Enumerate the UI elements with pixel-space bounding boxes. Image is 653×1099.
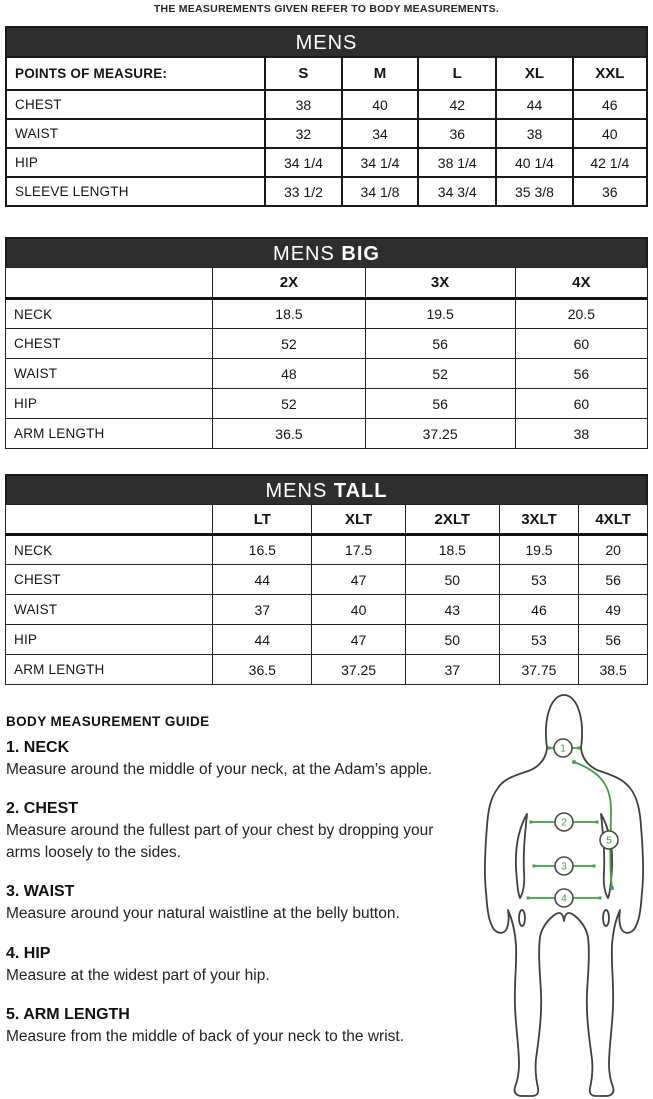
points-of-measure-header	[6, 268, 213, 299]
measure-value: 52	[213, 389, 365, 419]
measure-value: 17.5	[312, 535, 406, 565]
measure-label: HIP	[6, 148, 265, 177]
marker-number-5: 5	[606, 835, 612, 847]
measure-row	[6, 299, 648, 329]
right-hand-slit	[603, 910, 609, 926]
measure-value: 36	[573, 177, 647, 206]
measure-value: 37	[405, 655, 499, 685]
marker-number-1: 1	[560, 743, 566, 755]
measure-row	[6, 625, 648, 655]
measure-endpoint	[530, 821, 533, 824]
measure-label: NECK	[6, 535, 213, 565]
measure-endpoint	[548, 747, 551, 750]
title-regular: MENS	[295, 32, 358, 54]
measure-value: 34 1/4	[342, 148, 418, 177]
measure-row	[6, 389, 648, 419]
measure-value: 44	[213, 625, 312, 655]
measure-value: 38.5	[579, 655, 648, 685]
size-column-header: LT	[213, 505, 312, 535]
measure-row	[6, 119, 647, 148]
measure-label: ARM LENGTH	[6, 419, 213, 449]
guide-text: Measure around your natural waistline at the belly button.	[6, 905, 400, 923]
title-bold: TALL	[333, 480, 388, 502]
body-figure-illustration	[443, 688, 653, 1099]
measure-value: 18.5	[213, 299, 365, 329]
measure-value: 38	[515, 419, 647, 449]
mens-tall-size-table-block	[5, 474, 648, 685]
guide-heading: 5. ARM LENGTH	[6, 1005, 130, 1023]
measure-row	[6, 177, 647, 206]
guide-item-waist	[6, 883, 456, 924]
measure-value: 20.5	[515, 299, 647, 329]
measure-endpoint	[527, 897, 530, 900]
measure-endpoint	[572, 760, 576, 764]
marker-number-4: 4	[561, 893, 567, 905]
guide-item-hip	[6, 945, 456, 986]
measure-row	[6, 90, 647, 119]
measure-value: 33 1/2	[265, 177, 342, 206]
guide-heading: 2. CHEST	[6, 800, 79, 818]
points-of-measure-header	[6, 505, 213, 535]
size-column-header: 2XLT	[405, 505, 499, 535]
measure-label: CHEST	[6, 565, 213, 595]
measure-value: 34 3/4	[418, 177, 496, 206]
measure-row	[6, 419, 648, 449]
measure-value: 50	[405, 625, 499, 655]
measure-label: CHEST	[6, 90, 265, 119]
measure-row	[6, 329, 648, 359]
measure-value: 34 1/8	[342, 177, 418, 206]
measure-value: 36	[418, 119, 496, 148]
size-column-header: 2X	[213, 268, 365, 299]
left-arm-torso-gap	[516, 814, 527, 898]
measure-value: 60	[515, 389, 647, 419]
measure-value: 19.5	[499, 535, 579, 565]
size-column-header: M	[342, 57, 418, 90]
measure-value: 42 1/4	[573, 148, 647, 177]
size-column-header: L	[418, 57, 496, 90]
measure-endpoint	[578, 747, 581, 750]
measure-row	[6, 148, 647, 177]
measure-value: 56	[365, 389, 515, 419]
guide-title: BODY MEASUREMENT GUIDE	[6, 714, 210, 729]
body-measurement-guide	[6, 714, 456, 1067]
size-column-header: XXL	[573, 57, 647, 90]
measure-endpoint	[593, 865, 596, 868]
size-column-header: XL	[496, 57, 572, 90]
size-header-row	[6, 57, 647, 90]
measure-value: 60	[515, 329, 647, 359]
measure-endpoint	[610, 886, 614, 890]
measure-value: 56	[515, 359, 647, 389]
measure-endpoint	[596, 821, 599, 824]
top-note: THE MEASUREMENTS GIVEN REFER TO BODY MEASUREMENTS.	[153, 3, 500, 15]
measure-value: 37	[213, 595, 312, 625]
measure-value: 40	[312, 595, 406, 625]
measure-value: 18.5	[405, 535, 499, 565]
measure-row	[6, 535, 648, 565]
measure-value: 53	[499, 625, 579, 655]
measure-value: 53	[499, 565, 579, 595]
mens-big-size-table-block	[5, 237, 648, 449]
measure-value: 43	[405, 595, 499, 625]
mens-big-table-title	[5, 237, 648, 267]
mens-table-title	[5, 26, 648, 56]
mens-tall-table-title	[5, 474, 648, 504]
measure-value: 40	[573, 119, 647, 148]
size-column-header: 4X	[515, 268, 647, 299]
measure-value: 48	[213, 359, 365, 389]
measure-value: 34	[342, 119, 418, 148]
measure-value: 35 3/8	[496, 177, 572, 206]
guide-heading: 1. NECK	[6, 739, 70, 756]
measure-value: 56	[365, 329, 515, 359]
measure-value: 52	[365, 359, 515, 389]
measure-value: 42	[418, 90, 496, 119]
measure-endpoint	[599, 897, 602, 900]
measure-value: 37.75	[499, 655, 579, 685]
measure-value: 16.5	[213, 535, 312, 565]
measure-value: 37.25	[365, 419, 515, 449]
measure-value: 47	[312, 625, 406, 655]
measure-value: 52	[213, 329, 365, 359]
measure-label: WAIST	[6, 595, 213, 625]
measure-label: SLEEVE LENGTH	[6, 177, 265, 206]
guide-item-chest	[6, 800, 456, 863]
measure-value: 38	[496, 119, 572, 148]
guide-text: Measure from the middle of back of your neck to the wrist.	[6, 1027, 405, 1045]
measure-label: WAIST	[6, 119, 265, 148]
guide-item-arm-length	[6, 1006, 456, 1047]
size-header-row	[6, 268, 648, 299]
measure-label: NECK	[6, 299, 213, 329]
measure-value: 37.25	[312, 655, 406, 685]
measure-value: 49	[579, 595, 648, 625]
mens-big-size-table	[5, 267, 648, 449]
measure-value: 56	[579, 565, 648, 595]
measure-value: 36.5	[213, 419, 365, 449]
guide-text: Measure around the middle of your neck, at the Adam’s apple.	[6, 761, 433, 778]
measure-row	[6, 655, 648, 685]
measure-value: 47	[312, 565, 406, 595]
measure-label: CHEST	[6, 329, 213, 359]
size-column-header: XLT	[312, 505, 406, 535]
measure-label: HIP	[6, 389, 213, 419]
title-regular: MENS	[273, 243, 342, 265]
mens-size-table-block	[5, 26, 648, 207]
measure-value: 38 1/4	[418, 148, 496, 177]
measure-value: 34 1/4	[265, 148, 342, 177]
measure-value: 56	[579, 625, 648, 655]
left-hand-slit	[519, 910, 525, 926]
measure-label: ARM LENGTH	[6, 655, 213, 685]
measure-label: HIP	[6, 625, 213, 655]
guide-text: Measure at the widest part of your hip.	[6, 966, 270, 984]
guide-item-neck	[6, 739, 456, 780]
size-column-header: 3X	[365, 268, 515, 299]
mens-tall-size-table	[5, 504, 648, 685]
measure-row	[6, 595, 648, 625]
points-of-measure-header: POINTS OF MEASURE:	[6, 57, 265, 90]
size-column-header: 4XLT	[579, 505, 648, 535]
measure-label: WAIST	[6, 359, 213, 389]
measure-value: 36.5	[213, 655, 312, 685]
measure-value: 44	[213, 565, 312, 595]
guide-heading: 4. HIP	[6, 944, 51, 962]
measure-value: 32	[265, 119, 342, 148]
measure-value: 20	[579, 535, 648, 565]
mens-size-table	[5, 56, 648, 207]
measure-row	[6, 565, 648, 595]
size-column-header: 3XLT	[499, 505, 579, 535]
measure-value: 40 1/4	[496, 148, 572, 177]
measure-row	[6, 359, 648, 389]
measure-value: 44	[496, 90, 572, 119]
measure-value: 46	[573, 90, 647, 119]
measure-endpoint	[533, 865, 536, 868]
size-column-header: S	[265, 57, 342, 90]
body-outline	[485, 748, 643, 1096]
measure-value: 19.5	[365, 299, 515, 329]
title-bold: BIG	[341, 243, 380, 265]
measure-value: 38	[265, 90, 342, 119]
marker-number-3: 3	[561, 861, 567, 873]
title-regular: MENS	[265, 480, 334, 502]
guide-heading: 3. WAIST	[6, 883, 75, 901]
measure-value: 50	[405, 565, 499, 595]
size-header-row	[6, 505, 648, 535]
measure-value: 40	[342, 90, 418, 119]
measure-value: 46	[499, 595, 579, 625]
guide-text: Measure around the fullest part of your chest by dropping your arms loosely to the sides.	[6, 822, 434, 861]
marker-number-2: 2	[561, 817, 567, 829]
